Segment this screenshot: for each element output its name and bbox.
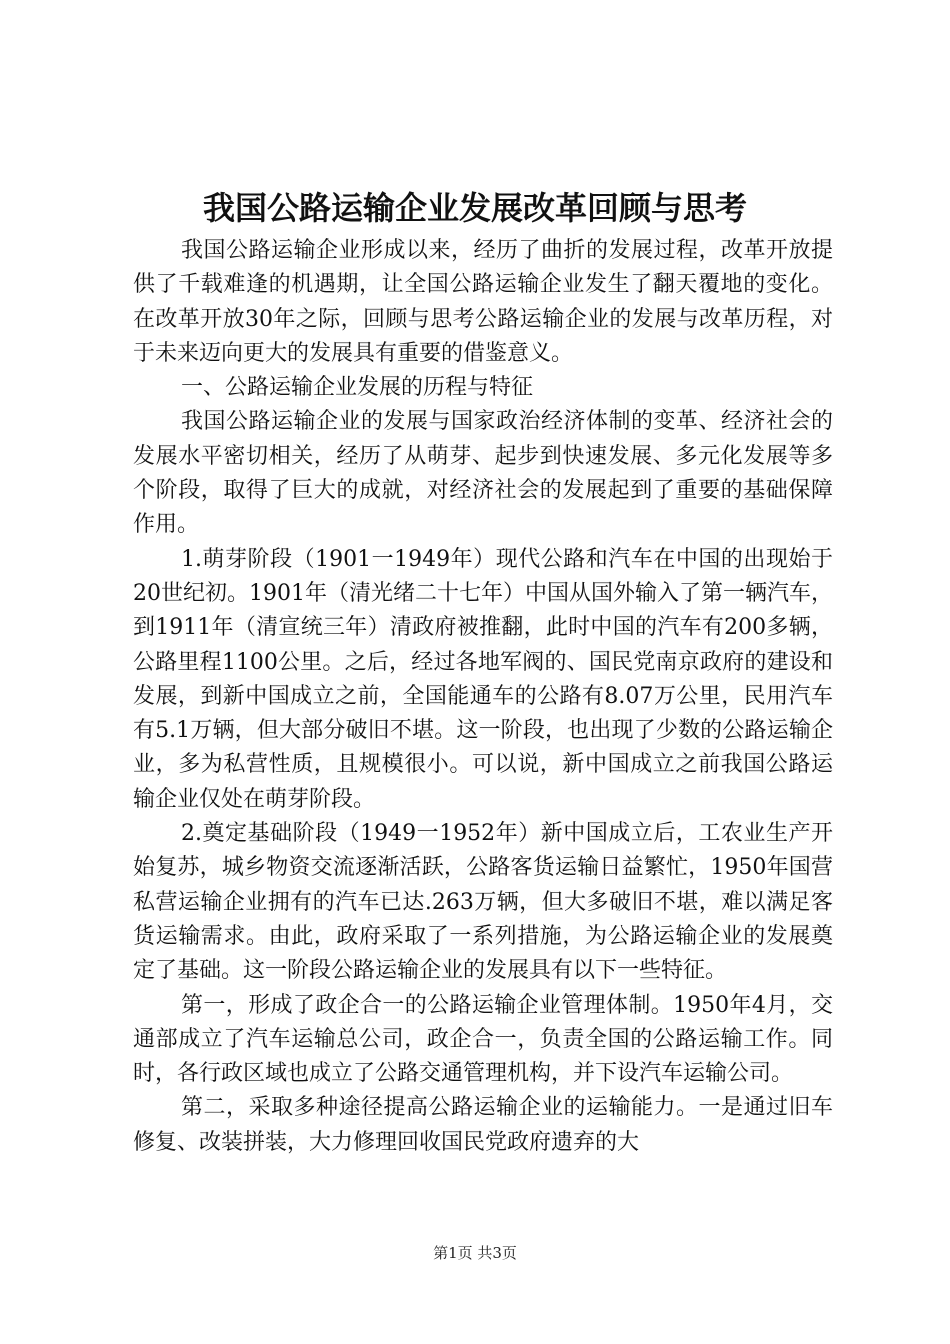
paragraph-overview: 我国公路运输企业的发展与国家政治经济体制的变革、经济社会的发展水平密切相关，经历了从萌芽、起步到快速发展、多元化发展等多个阶段，取得了巨大的成就，对经济社会的发展起到了重要的基础保障作用。	[133, 409, 833, 538]
paragraph-stage-2: 2.奠定基础阶段（1949一1952年）新中国成立后，工农业生产开始复苏，城乡物资交流逐渐活跃，公路客货运输日益繁忙，1950年国营私营运输企业拥有的汽车已达.263万辆，但大多破旧不堪，难以满足客货运输需求。由此，政府采取了一系列措施，为公路运输企业的发展奠定了基础。这一阶段公路运输企业的发展具有以下一些特征。	[133, 821, 833, 984]
paragraph-feature-2: 第二，采取多种途径提高公路运输企业的运输能力。一是通过旧车修复、改装拼装，大力修理回收国民党政府遗弃的大	[133, 1095, 833, 1155]
paragraph-stage-1: 1.萌芽阶段（1901一1949年）现代公路和汽车在中国的出现始于20世纪初。1901年（清光绪二十七年）中国从国外输入了第一辆汽车，到1911年（清宣统三年）清政府被推翻，此时中国的汽车有200多辆，公路里程1100公里。之后，经过各地军阀的、国民党南京政府的建设和发展，到新中国成立之前，全国能通车的公路有8.07万公里，民用汽车有5.1万辆，但大部分破旧不堪。这一阶段，也出现了少数的公路运输企业，多为私营性质，且规模很小。可以说，新中国成立之前我国公路运输企业仅处在萌芽阶段。	[133, 546, 833, 812]
paragraph-intro: 我国公路运输企业形成以来，经历了曲折的发展过程，改革开放提供了千载难逢的机遇期，让全国公路运输企业发生了翻天覆地的变化。在改革开放30年之际，回顾与思考公路运输企业的发展与改革历程，对于未来迈向更大的发展具有重要的借鉴意义。	[133, 238, 833, 366]
document-title: 我国公路运输企业发展改革回顾与思考	[202, 189, 747, 227]
paragraph-feature-1: 第一，形成了政企合一的公路运输企业管理体制。1950年4月，交通部成立了汽车运输总公司，政企合一，负责全国的公路运输工作。同时，各行政区域也成立了公路交通管理机构，并下设汽车运输公司。	[133, 992, 833, 1087]
section-heading: 一、公路运输企业发展的历程与特征	[181, 375, 534, 401]
page-footer: 第1页 共3页	[433, 1244, 517, 1262]
document-body	[133, 234, 833, 1160]
